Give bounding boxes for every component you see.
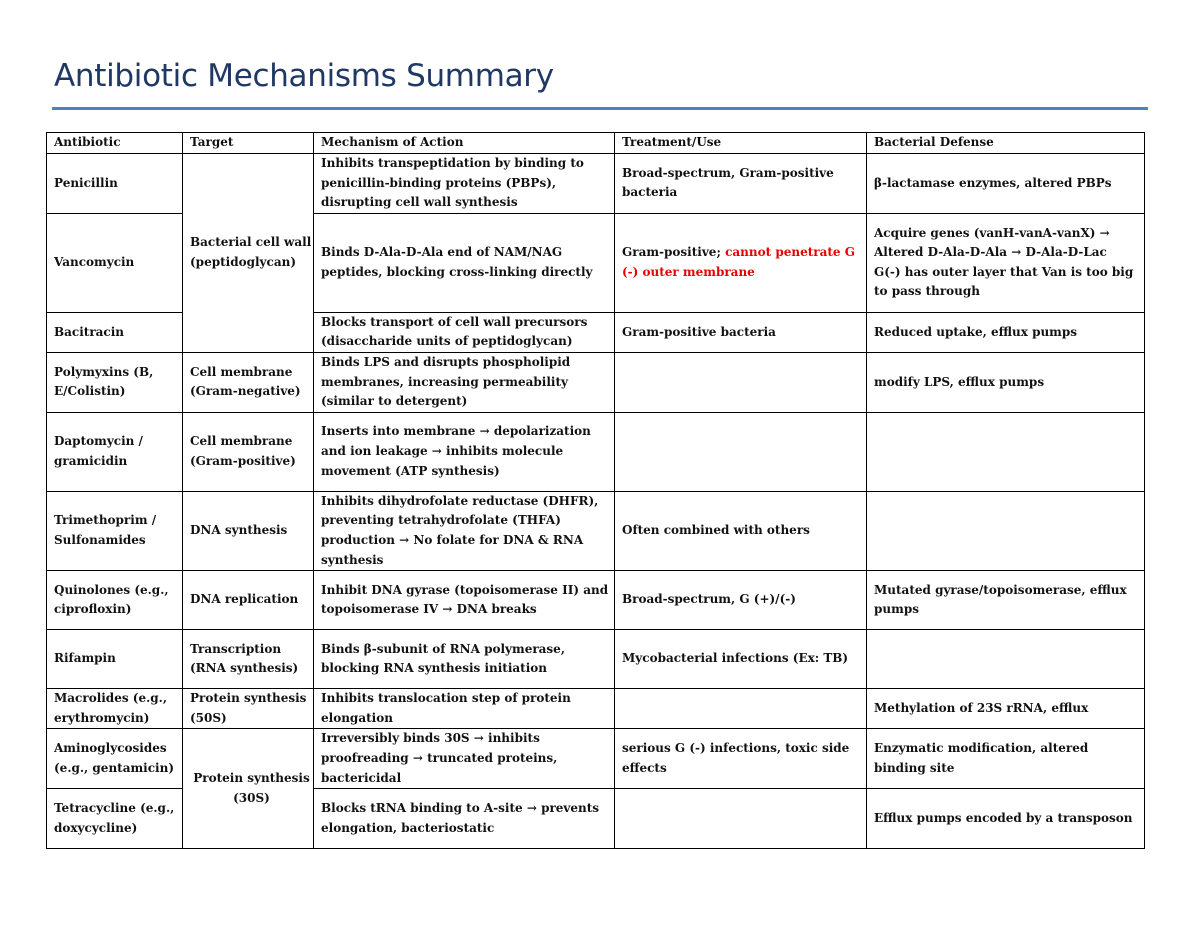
treatment-cell: Gram-positive bacteria <box>615 312 867 352</box>
defense-cell: Mutated gyrase/topoisomerase, efflux pumps <box>867 571 1145 630</box>
target-cell: Protein synthesis (30S) <box>183 729 314 849</box>
header-target: Target <box>183 133 314 154</box>
treatment-cell <box>615 352 867 412</box>
target-cell: Cell membrane (Gram-negative) <box>183 352 314 412</box>
header-mechanism: Mechanism of Action <box>314 133 615 154</box>
antibiotic-cell: Macrolides (e.g., erythromycin) <box>47 689 183 729</box>
antibiotic-cell: Bacitracin <box>47 312 183 352</box>
target-cell: Cell membrane (Gram-positive) <box>183 412 314 491</box>
mechanism-cell: Inhibits translocation step of protein elongation <box>314 689 615 729</box>
mechanism-cell: Binds β-subunit of RNA polymerase, blocking RNA synthesis initiation <box>314 630 615 689</box>
antibiotic-cell: Penicillin <box>47 154 183 214</box>
antibiotic-table <box>46 132 1145 849</box>
mechanism-cell: Inhibits transpeptidation by binding to penicillin-binding proteins (PBPs), disrupting cell wall synthesis <box>314 154 615 214</box>
mechanism-cell: Inhibit DNA gyrase (topoisomerase II) and topoisomerase IV → DNA breaks <box>314 571 615 630</box>
table-row <box>47 491 1145 570</box>
treatment-warning: cannot penetrate G (-) outer membrane <box>622 245 855 279</box>
treatment-text: Gram-positive; <box>622 245 721 260</box>
mechanism-cell: Binds D-Ala-D-Ala end of NAM/NAG peptides, blocking cross-linking directly <box>314 213 615 312</box>
treatment-cell: serious G (-) infections, toxic side effects <box>615 729 867 789</box>
defense-text: Acquire genes (vanH-vanA-vanX) → Altered D-Ala-D-Ala → D-Ala-D-Lac <box>874 225 1110 260</box>
title-divider <box>52 107 1148 110</box>
antibiotic-cell: Rifampin <box>47 630 183 689</box>
defense-cell <box>867 630 1145 689</box>
antibiotic-cell: Trimethoprim / Sulfonamides <box>47 491 183 570</box>
antibiotic-cell: Tetracycline (e.g., doxycycline) <box>47 789 183 849</box>
mechanism-cell: Inserts into membrane → depolarization and ion leakage → inhibits molecule movement (ATP synthesis) <box>314 412 615 491</box>
target-cell: Transcription (RNA synthesis) <box>183 630 314 689</box>
defense-cell <box>867 412 1145 491</box>
treatment-cell: Broad-spectrum, G (+)/(-) <box>615 571 867 630</box>
mechanism-cell: Blocks tRNA binding to A-site → prevents elongation, bacteriostatic <box>314 789 615 849</box>
defense-cell: β-lactamase enzymes, altered PBPs <box>867 154 1145 214</box>
table-row <box>47 729 1145 789</box>
treatment-cell <box>615 789 867 849</box>
defense-cell: Methylation of 23S rRNA, efflux <box>867 689 1145 729</box>
table-row <box>47 154 1145 214</box>
table-row <box>47 571 1145 630</box>
defense-cell: Reduced uptake, efflux pumps <box>867 312 1145 352</box>
treatment-cell: Broad-spectrum, Gram-positive bacteria <box>615 154 867 214</box>
mechanism-cell: Irreversibly binds 30S → inhibits proofreading → truncated proteins, bactericidal <box>314 729 615 789</box>
defense-cell: Enzymatic modification, altered binding site <box>867 729 1145 789</box>
defense-cell: Efflux pumps encoded by a transposon <box>867 789 1145 849</box>
treatment-cell: Often combined with others <box>615 491 867 570</box>
table-row <box>47 689 1145 729</box>
header-treatment: Treatment/Use <box>615 133 867 154</box>
antibiotic-cell: Aminoglycosides (e.g., gentamicin) <box>47 729 183 789</box>
mechanism-cell: Inhibits dihydrofolate reductase (DHFR), preventing tetrahydrofolate (THFA) production → No folate for DNA & RNA synthesis <box>314 491 615 570</box>
target-cell: Bacterial cell wall (peptidoglycan) <box>183 154 314 353</box>
table-header-row <box>47 133 1145 154</box>
antibiotic-cell: Polymyxins (B, E/Colistin) <box>47 352 183 412</box>
table-row <box>47 352 1145 412</box>
antibiotic-cell: Quinolones (e.g., ciprofloxin) <box>47 571 183 630</box>
antibiotic-cell: Daptomycin / gramicidin <box>47 412 183 491</box>
page-title: Antibiotic Mechanisms Summary <box>54 58 554 94</box>
table-row <box>47 630 1145 689</box>
mechanism-cell: Binds LPS and disrupts phospholipid membranes, increasing permeability (similar to detergent) <box>314 352 615 412</box>
header-defense: Bacterial Defense <box>867 133 1145 154</box>
treatment-cell <box>615 412 867 491</box>
header-antibiotic: Antibiotic <box>47 133 183 154</box>
treatment-cell <box>615 213 867 312</box>
target-cell: DNA replication <box>183 571 314 630</box>
target-cell: DNA synthesis <box>183 491 314 570</box>
defense-cell <box>867 491 1145 570</box>
treatment-cell: Mycobacterial infections (Ex: TB) <box>615 630 867 689</box>
table-row <box>47 412 1145 491</box>
defense-note: G(-) has outer layer that Van is too big to pass through <box>874 264 1134 299</box>
target-cell: Protein synthesis (50S) <box>183 689 314 729</box>
treatment-cell <box>615 689 867 729</box>
antibiotic-cell: Vancomycin <box>47 213 183 312</box>
defense-cell: modify LPS, efflux pumps <box>867 352 1145 412</box>
defense-cell <box>867 213 1145 312</box>
mechanism-cell: Blocks transport of cell wall precursors (disaccharide units of peptidoglycan) <box>314 312 615 352</box>
